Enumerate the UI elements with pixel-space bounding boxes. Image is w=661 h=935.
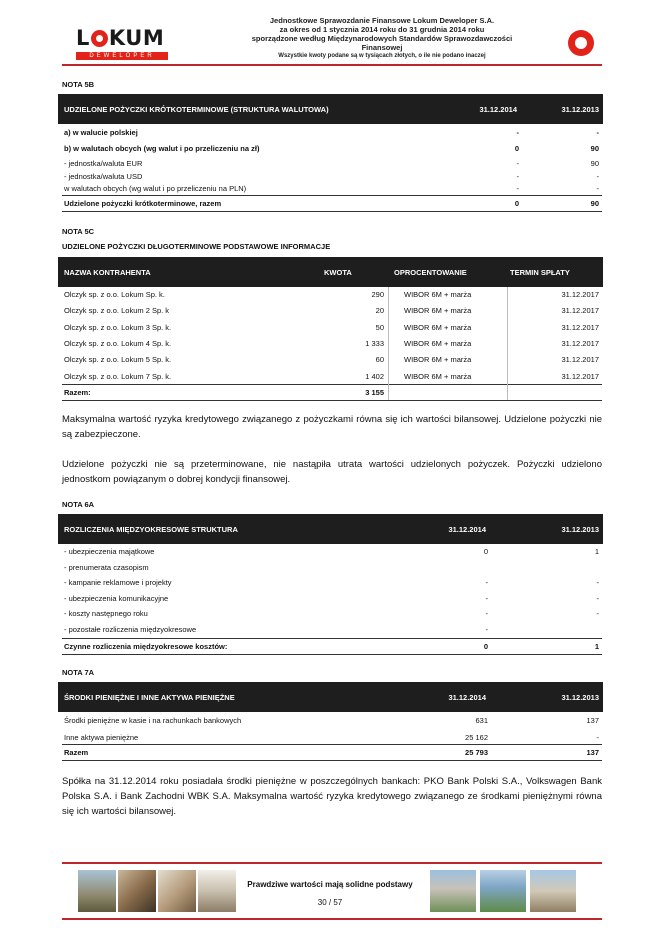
nota-5c-row-rate: WIBOR 6M + marża: [404, 371, 472, 381]
nota-5c-row-term: 31.12.2017: [561, 355, 599, 365]
nota-6a-row-label: - ubezpieczenia majątkowe: [64, 547, 155, 556]
nota-5c-row-name: Olczyk sp. z o.o. Lokum 4 Sp. k.: [64, 338, 172, 348]
nota-5c-row-amount: 1 333: [365, 338, 384, 348]
nota-5c-row-name: Olczyk sp. z o.o. Lokum Sp. k.: [64, 290, 165, 299]
nota-5c-row-name: Olczyk sp. z o.o. Lokum 5 Sp. k.: [64, 355, 172, 365]
nota-7a-row-v2: 137: [586, 716, 599, 725]
nota-5c-row-amount: 20: [375, 306, 384, 316]
nota-5c-row-amount: 50: [375, 322, 384, 332]
nota-5b-title: NOTA 5B: [62, 80, 95, 89]
nota-7a-total-v1: 25 793: [465, 748, 488, 757]
nota-5b-total-label: Udzielone pożyczki krótkoterminowe, razem: [64, 199, 222, 208]
nota-5c-row-name: Olczyk sp. z o.o. Lokum 2 Sp. k: [64, 306, 170, 316]
nota-5b-row-label: - jednostka/waluta EUR: [64, 159, 143, 168]
nota-7a-total-row: [62, 745, 602, 760]
header-line4: Wszystkie kwoty podane są w tysiącach złotych, o ile nie podano inaczej: [278, 53, 486, 59]
nota-5c-row-amount: 290: [371, 290, 384, 299]
nota-5c-row: [62, 336, 602, 351]
nota-5b-col1: 31.12.2014: [479, 105, 517, 114]
nota-6a-row-v1: -: [485, 593, 488, 603]
nota-5b-row-v2: -: [596, 172, 599, 181]
header-line3: sporządzone według Międzynarodowych Standardów Sprawozdawczości Finansowej: [251, 34, 513, 52]
nota-5b-row-v2: 90: [590, 159, 599, 168]
interior-photo: [158, 870, 196, 912]
nota-7a-total-label: Razem: [64, 748, 89, 757]
nota-6a-row-v2: 1: [594, 547, 599, 556]
nota-6a-row-label: - ubezpieczenia komunikacyjne: [64, 593, 169, 603]
lokum-logo: [76, 26, 176, 64]
playground-photo: [480, 870, 526, 912]
nota-7a-row-v1: 25 162: [465, 733, 488, 742]
nota-5b-row-label: a) w walucie polskiej: [64, 128, 138, 137]
page-header: [62, 12, 602, 64]
nota-5b-total-v1: 0: [514, 199, 519, 208]
nota-7a-table-header: [58, 682, 603, 712]
nota-7a-col-label: ŚRODKI PIENIĘŻNE I INNE AKTYWA PIENIĘŻNE: [64, 693, 235, 702]
nota-5b-row-v2: -: [596, 184, 599, 193]
nota-5c-row: [62, 303, 602, 318]
nota-5c-h-rate: OPROCENTOWANIE: [394, 268, 467, 277]
nota-6a-total-v2: 1: [594, 642, 599, 651]
building-photo: [78, 870, 116, 912]
logo-o-icon: [91, 30, 108, 47]
nota-7a-row: [62, 730, 602, 745]
nota-5c-row-rate: WIBOR 6M + marża: [404, 338, 472, 348]
nota-6a-row-v1: -: [485, 609, 488, 619]
nota-5c-row-rate: WIBOR 6M + marża: [404, 355, 472, 365]
interior-photo: [118, 870, 156, 912]
nota-6a-row-label: - koszty następnego roku: [64, 609, 148, 619]
nota-7a-total-v2: 137: [586, 748, 599, 757]
nota-6a-row-v1: -: [485, 578, 488, 588]
nota-6a-row-v2: -: [596, 593, 599, 603]
nota-6a-row: [62, 544, 602, 559]
nota-7a-row-label: Inne aktywa pieniężne: [64, 733, 139, 742]
nota-5b-row-label: b) w walutach obcych (wg walut i po przeliczeniu na zł): [64, 144, 260, 153]
nota-5c-title: NOTA 5C: [62, 227, 95, 236]
nota-5c-row: [62, 287, 602, 302]
nota-5b-row-v1: 0: [514, 144, 519, 153]
nota-5b-row-v1: -: [516, 184, 519, 193]
page-number: 30 / 57: [317, 898, 343, 907]
nota-7a-col1: 31.12.2014: [448, 693, 486, 702]
nota-5b-row-v1: -: [516, 128, 519, 137]
nota-5c-column-divider: [388, 287, 389, 400]
nota-5c-row-amount: 60: [375, 355, 384, 365]
header-divider: [62, 64, 602, 66]
header-line1: Jednostkowe Sprawozdanie Finansowe Lokum Deweloper S.A.: [269, 16, 495, 25]
nota-5c-row-name: Olczyk sp. z o.o. Lokum 3 Sp. k.: [64, 322, 172, 332]
nota-5b-row-label: - jednostka/waluta USD: [64, 172, 143, 181]
nota-6a-total-row: [62, 639, 602, 654]
nota-6a-col2: 31.12.2013: [561, 525, 599, 534]
nota-6a-row: [62, 591, 602, 606]
nota-6a-row-label: - kampanie reklamowe i projekty: [64, 578, 172, 588]
nota-6a-row: [62, 560, 602, 575]
nota-7a-row-v2: -: [596, 733, 599, 742]
nota-5c-row: [62, 352, 602, 367]
nota-6a-total-v1: 0: [483, 642, 488, 651]
nota-5b-total-row: [62, 196, 602, 211]
nota-7a-row-v1: 631: [475, 716, 488, 725]
nota-5c-row-amount: 1 402: [365, 371, 384, 381]
nota-5c-row-rate: WIBOR 6M + marża: [404, 322, 472, 332]
nota-5b-col2: 31.12.2013: [561, 105, 599, 114]
nota-5c-h-amount: KWOTA: [324, 268, 352, 277]
nota-6a-row-label: - prenumerata czasopism: [64, 562, 149, 572]
nota-7a-col2: 31.12.2013: [561, 693, 599, 702]
nota-5b-total-v2: 90: [590, 199, 599, 208]
nota-6a-row-v2: -: [596, 609, 599, 619]
nota-6a-title: NOTA 6A: [62, 500, 95, 509]
nota-5c-row-term: 31.12.2017: [561, 322, 599, 332]
nota-5c-paragraph-1: Maksymalna wartość ryzyka kredytowego związanego z pożyczkami równa się ich wartości bilansowej. Udzielone pożyczki nie są zabezpieczone.: [62, 414, 602, 440]
nota-6a-col-label: ROZLICZENIA MIĘDZYOKRESOWE STRUKTURA: [64, 525, 238, 534]
nota-6a-row-v1: -: [485, 625, 488, 634]
nota-5c-row: [62, 369, 602, 384]
nota-6a-row-label: - pozostałe rozliczenia międzyokresowe: [64, 625, 197, 634]
nota-5c-row-term: 31.12.2017: [561, 371, 599, 381]
nota-6a-col1: 31.12.2014: [448, 525, 486, 534]
header-text: [232, 16, 532, 61]
nota-5b-row-v1: -: [516, 172, 519, 181]
nota-5b-row: [62, 141, 602, 156]
nota-5c-h-term: TERMIN SPŁATY: [510, 268, 570, 277]
nota-6a-row: [62, 606, 602, 621]
nota-7a-row: [62, 713, 602, 728]
header-line2: za okres od 1 stycznia 2014 roku do 31 grudnia 2014 roku: [279, 25, 485, 34]
nota-5c-paragraph-2: Udzielone pożyczki nie są przeterminowane, nie nastąpiła utrata wartości udzielonych pożyczek. Pożyczki udzielono jednostkom powiązanym o dobrej kondycji finansowej.: [62, 459, 602, 485]
nota-5c-row-name: Olczyk sp. z o.o. Lokum 7 Sp. k.: [64, 371, 172, 381]
nota-6a-row-v1: 0: [483, 547, 488, 556]
nota-7a-paragraph: Spółka na 31.12.2014 roku posiadała środki pieniężne w poszczególnych bankach: PKO Bank Polski S.A., Volkswagen Bank Polska S.A. i Bank Zachodni WBK S.A. Maksymalna wartość ryzyka kredytowego związanego ze środkami pieniężnymi równa się ich wartości bilansowej.: [62, 776, 602, 817]
nota-6a-row: [62, 622, 602, 637]
nota-6a-row-v2: -: [596, 578, 599, 588]
nota-5c-row-rate: WIBOR 6M + marża: [404, 290, 472, 299]
nota-5b-total-rule-bottom: [62, 211, 602, 212]
logo-subtitle: DEWELOPER: [76, 52, 168, 60]
nota-5b-table-header: [58, 94, 603, 124]
nota-5b-row-label: w walutach obcych (wg walut i po przeliczeniu na PLN): [64, 184, 247, 193]
nota-7a-row-label: Środki pieniężne w kasie i na rachunkach bankowych: [64, 716, 242, 725]
nota-5c-table-header: [58, 257, 603, 287]
logo-word: L KUM: [76, 26, 165, 50]
nota-5c-row-term: 31.12.2017: [561, 306, 599, 316]
nota-5c-column-divider: [507, 287, 508, 400]
nota-5c-total-amount: 3 155: [365, 388, 384, 397]
building-photo: [530, 870, 576, 912]
nota-5c-row-term: 31.12.2017: [561, 290, 599, 299]
nota-6a-row: [62, 575, 602, 590]
nota-5c-total-label: Razem:: [64, 388, 91, 397]
nota-5b-col-label: UDZIELONE POŻYCZKI KRÓTKOTERMINOWE (STRUKTURA WALUTOWA): [64, 105, 329, 114]
nota-5c-total-rule-bottom: [62, 400, 602, 401]
nota-5b-row: [62, 181, 602, 196]
nota-7a-title: NOTA 7A: [62, 668, 95, 677]
nota-6a-total-label: Czynne rozliczenia międzyokresowe kosztów:: [64, 642, 228, 651]
footer-divider-bottom: [62, 918, 602, 920]
nota-5b-row: [62, 125, 602, 140]
nota-5c-subtitle: UDZIELONE POŻYCZKI DŁUGOTERMINOWE PODSTAWOWE INFORMACJE: [62, 242, 331, 251]
nota-7a-total-rule-bottom: [62, 760, 602, 761]
nota-5c-row-term: 31.12.2017: [561, 338, 599, 348]
nota-5c-total-row: [62, 385, 602, 400]
nota-5b-row-v2: 90: [590, 144, 599, 153]
nota-5b-row-v2: -: [596, 128, 599, 137]
nota-5c-row: [62, 320, 602, 335]
footer-divider-top: [62, 862, 602, 864]
nota-5b-row-v1: -: [516, 159, 519, 168]
nota-6a-total-rule-bottom: [62, 654, 602, 655]
nota-5c-row-rate: WIBOR 6M + marża: [404, 306, 472, 316]
brand-circle-icon: [568, 30, 594, 56]
nota-6a-table-header: [58, 514, 603, 544]
footer-slogan: Prawdziwe wartości mają solidne podstawy: [247, 880, 413, 889]
estate-photo: [430, 870, 476, 912]
nota-5c-h-name: NAZWA KONTRAHENTA: [64, 268, 151, 277]
